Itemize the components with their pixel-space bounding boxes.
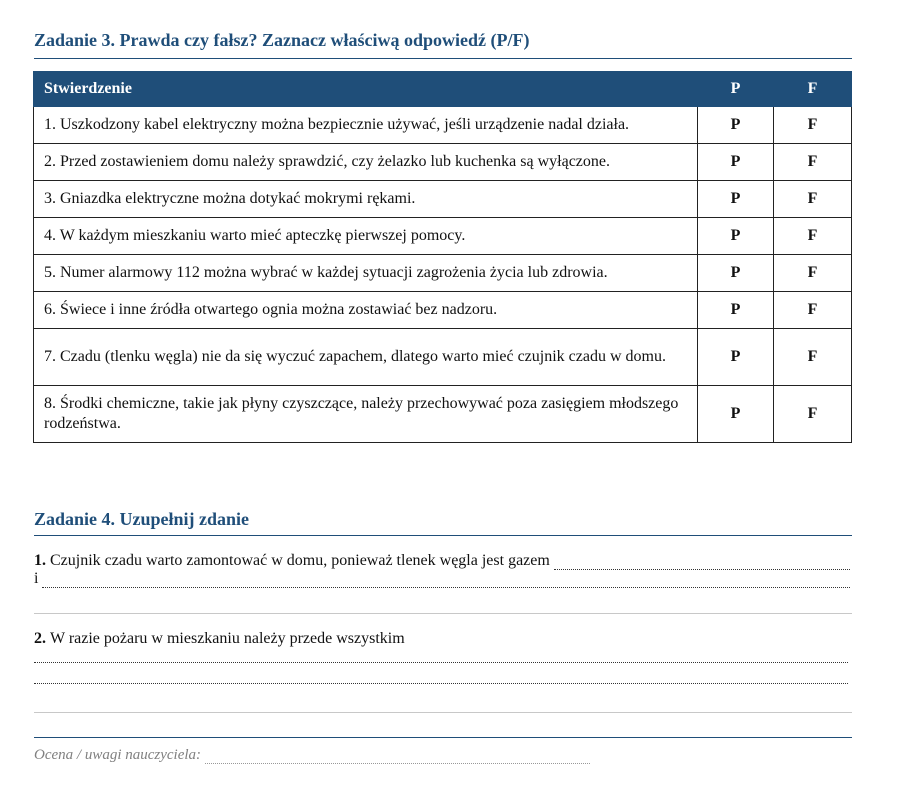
statement-cell: 3. Gniazdka elektryczne można dotykać mokrymi rękami. <box>34 181 698 218</box>
answer-2b-line[interactable] <box>34 683 848 684</box>
teacher-notes <box>34 747 590 764</box>
table-row <box>34 386 852 443</box>
question-2-text: W razie pożaru w mieszkaniu należy przede wszystkim <box>50 630 405 647</box>
option-f[interactable]: F <box>774 144 852 181</box>
header-p: P <box>698 72 774 107</box>
table-row <box>34 144 852 181</box>
answer-2a-line[interactable] <box>34 662 848 663</box>
true-false-table <box>33 71 852 443</box>
table-header-row <box>34 72 852 107</box>
option-f[interactable]: F <box>774 181 852 218</box>
option-f[interactable]: F <box>774 218 852 255</box>
task4-title: Zadanie 4. Uzupełnij zdanie <box>34 509 250 529</box>
option-p[interactable]: P <box>698 386 774 443</box>
question-2-number: 2. <box>34 630 46 647</box>
separator <box>34 613 852 614</box>
task3-title: Zadanie 3. Prawda czy fałsz? Zaznacz właściwą odpowiedź (P/F) <box>34 30 530 50</box>
option-f[interactable]: F <box>774 292 852 329</box>
option-p[interactable]: P <box>698 181 774 218</box>
statement-cell: 6. Świece i inne źródła otwartego ognia można zostawiać bez nadzoru. <box>34 292 698 329</box>
statement-cell: 7. Czadu (tlenku węgla) nie da się wyczuć zapachem, dlatego warto mieć czujnik czadu w domu. <box>34 329 698 386</box>
question-2 <box>34 630 850 648</box>
option-p[interactable]: P <box>698 292 774 329</box>
teacher-notes-line[interactable] <box>205 750 590 764</box>
separator <box>34 712 852 713</box>
option-f[interactable]: F <box>774 329 852 386</box>
question-1 <box>34 552 850 588</box>
table-row <box>34 292 852 329</box>
table-row <box>34 329 852 386</box>
header-f: F <box>774 72 852 107</box>
statement-cell: 1. Uszkodzony kabel elektryczny można bezpiecznie używać, jeśli urządzenie nadal działa. <box>34 107 698 144</box>
question-1-number: 1. <box>34 552 46 569</box>
option-p[interactable]: P <box>698 218 774 255</box>
option-p[interactable]: P <box>698 329 774 386</box>
statement-cell: 2. Przed zostawieniem domu należy sprawdzić, czy żelazko lub kuchenka są wyłączone. <box>34 144 698 181</box>
table-row <box>34 181 852 218</box>
footer-rule <box>34 737 852 738</box>
statement-cell: 4. W każdym mieszkaniu warto mieć apteczkę pierwszej pomocy. <box>34 218 698 255</box>
table-row <box>34 218 852 255</box>
table-row <box>34 107 852 144</box>
teacher-notes-label: Ocena / uwagi nauczyciela: <box>34 747 202 763</box>
task4-title-rule <box>34 535 852 536</box>
header-statement: Stwierdzenie <box>34 72 698 107</box>
statement-cell: 5. Numer alarmowy 112 można wybrać w każdej sytuacji zagrożenia życia lub zdrowia. <box>34 255 698 292</box>
question-1-text: Czujnik czadu warto zamontować w domu, ponieważ tlenek węgla jest gazem <box>50 552 550 569</box>
option-p[interactable]: P <box>698 144 774 181</box>
option-p[interactable]: P <box>698 107 774 144</box>
answer-1b-line[interactable] <box>42 574 850 588</box>
task3-title-rule <box>34 58 852 59</box>
option-f[interactable]: F <box>774 386 852 443</box>
question-1-continuation: i <box>34 570 39 587</box>
option-f[interactable]: F <box>774 255 852 292</box>
option-f[interactable]: F <box>774 107 852 144</box>
statement-cell: 8. Środki chemiczne, takie jak płyny czyszczące, należy przechowywać poza zasięgiem młodszego rodzeństwa. <box>34 386 698 443</box>
answer-1a-line[interactable] <box>554 556 850 570</box>
table-row <box>34 255 852 292</box>
option-p[interactable]: P <box>698 255 774 292</box>
